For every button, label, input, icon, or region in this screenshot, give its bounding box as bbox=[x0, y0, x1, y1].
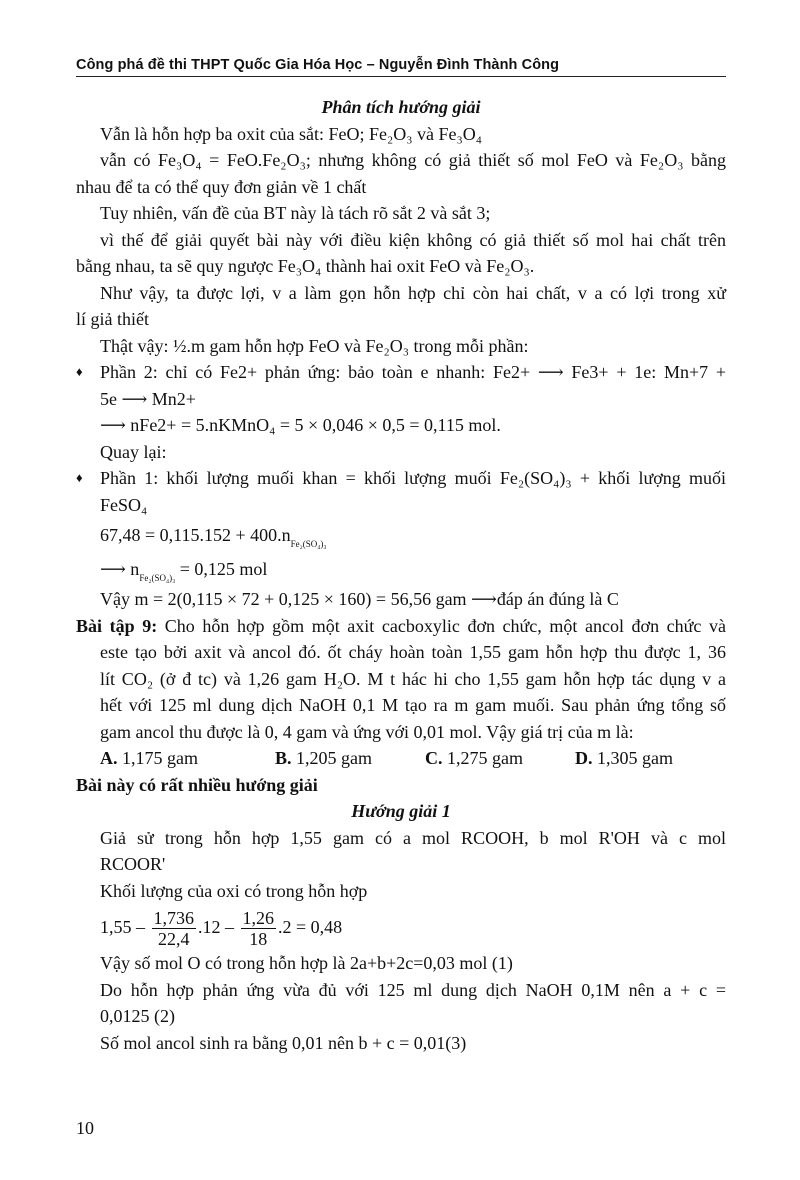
exercise-line: lít CO₂ (ở đ tc) và 1,26 gam H₂O. M t hác hi cho 1,55 gam hỗn hợp tác dụng v a bbox=[100, 668, 726, 689]
paragraph-line: Vẫn là hỗn hợp ba oxit của sắt: FeO; Fe₂O₃ và Fe₃O₄ bbox=[100, 123, 483, 144]
result-line: Vậy m = 2(0,115 × 72 + 0,125 × 160) = 56,56 gam ⟶đáp án đúng là C bbox=[100, 589, 619, 609]
paragraph-line: Do hỗn hợp phản ứng vừa đủ với 125 ml dung dịch NaOH 0,1M nên a + c = bbox=[100, 979, 726, 1000]
paragraph-line: Số mol ancol sinh ra bằng 0,01 nên b + c = 0,01(3) bbox=[100, 1032, 467, 1053]
formula-text: ⟶ n bbox=[100, 559, 140, 579]
paragraph-line: Vậy số mol O có trong hỗn hợp là 2a+b+2c=0,03 mol (1) bbox=[100, 953, 513, 973]
paragraph-line: vẫn có Fe₃O₄ = FeO.Fe₂O₃; nhưng không có giả thiết số mol FeO và Fe₂O₃ bằng bbox=[100, 150, 726, 170]
paragraph-line: Như vậy, ta được lợi, v a làm gọn hỗn hợp chỉ còn hai chất, v a có lợi trong xử bbox=[100, 282, 726, 303]
paragraph-line: Khối lượng của oxi có trong hỗn hợp bbox=[100, 880, 368, 901]
section-heading-analysis: Phân tích hướng giải bbox=[321, 97, 481, 117]
part2-line bbox=[76, 359, 726, 386]
diamond-bullet-icon: ♦ bbox=[76, 364, 83, 379]
paragraph-line: lí giả thiết bbox=[76, 309, 149, 329]
oxygen-mass-equation: 1,55 – $\frac{1,736}{22,4}$ .12 – $\frac{1,26}{18}$ .2 = 0,48 bbox=[100, 908, 343, 950]
paragraph-line: RCOOR' bbox=[100, 854, 166, 874]
page-content bbox=[76, 94, 726, 1056]
part2-line: ⟶ nFe2+ = 5.nKMnO₄ = 5 × 0,046 × 0,5 = 0,115 mol. bbox=[100, 415, 501, 435]
part1-text: Phần 1: khối lượng muối khan = khối lượng muối Fe₂(SO₄)₃ + khối lượng muối bbox=[100, 468, 726, 488]
paragraph-line: Giả sử trong hỗn hợp 1,55 gam có a mol RCOOH, b mol R'OH và c mol bbox=[100, 827, 726, 848]
page-number: 10 bbox=[76, 1118, 94, 1138]
formula-line bbox=[76, 518, 726, 552]
header-rule bbox=[76, 76, 726, 77]
formula-subscript: Fe₂(SO₄)₃ bbox=[139, 573, 176, 583]
exercise-line: gam ancol thu được là 0, 4 gam và ứng với 0,01 mol. Vậy giá trị của m là: bbox=[100, 721, 634, 742]
paragraph-line: vì thế để giải quyết bài này với điều kiện không có giả thiết số mol hai chất trên bbox=[100, 229, 726, 250]
paragraph-line: 0,0125 (2) bbox=[100, 1006, 175, 1026]
part2-text: Phần 2: chỉ có Fe2+ phản ứng: bảo toàn e nhanh: Fe2+ ⟶ Fe3+ + 1e: Mn+7 + bbox=[100, 362, 726, 382]
exercise-line: hết với 125 ml dung dịch NaOH 0,1 M tạo ra m gam muối. Sau phản ứng tổng số bbox=[100, 695, 726, 715]
formula-line bbox=[76, 552, 726, 586]
running-header: Công phá đề thi THPT Quốc Gia Hóa Học – Nguyễn Đình Thành Công bbox=[76, 57, 560, 73]
part2-line: 5e ⟶ Mn2+ bbox=[100, 388, 196, 409]
formula-text: = 0,125 mol bbox=[175, 559, 268, 579]
paragraph-line: bằng nhau, ta sẽ quy ngược Fe₃O₄ thành hai oxit FeO và Fe₂O₃. bbox=[76, 256, 535, 276]
diamond-bullet-icon: ♦ bbox=[76, 470, 83, 485]
exercise-line bbox=[76, 613, 726, 640]
answer-d: D. 1,305 gam bbox=[575, 748, 673, 768]
paragraph-line: Thật vậy: ½.m gam hỗn hợp FeO và Fe₂O₃ trong mỗi phần: bbox=[100, 335, 529, 356]
exercise-label: Bài tập 9: bbox=[76, 615, 158, 636]
section-heading-solution-1: Hướng giải 1 bbox=[351, 801, 451, 821]
part1-line: FeSO₄ bbox=[100, 494, 148, 515]
part1-line bbox=[76, 465, 726, 492]
answer-a: A. 1,175 gam bbox=[100, 748, 198, 768]
fraction: $\frac{1,26}{18}$ bbox=[242, 908, 274, 950]
fraction: $\frac{1,736}{22,4}$ bbox=[153, 908, 194, 950]
formula-subscript: Fe₂(SO₄)₃ bbox=[290, 539, 327, 549]
answer-b: B. 1,205 gam bbox=[275, 748, 373, 768]
paragraph-line: Tuy nhiên, vấn đề của BT này là tách rõ sắt 2 và sắt 3; bbox=[100, 203, 491, 223]
answer-c: C. 1,275 gam bbox=[425, 748, 523, 768]
answer-options bbox=[76, 745, 726, 772]
paragraph-line: Quay lại: bbox=[100, 441, 167, 462]
paragraph-line: nhau để ta có thể quy đơn giản về 1 chất bbox=[76, 176, 367, 197]
solutions-intro: Bài này có rất nhiều hướng giải bbox=[76, 774, 318, 795]
exercise-line: este tạo bởi axit và ancol đó. ốt cháy hoàn toàn 1,55 gam hỗn hợp thu được 1, 36 bbox=[100, 642, 726, 662]
exercise-text: Cho hỗn hợp gồm một axit cacboxylic đơn chức, một ancol đơn chức và bbox=[157, 615, 726, 636]
formula-text: 67,48 = 0,115.152 + 400.n bbox=[100, 525, 291, 545]
